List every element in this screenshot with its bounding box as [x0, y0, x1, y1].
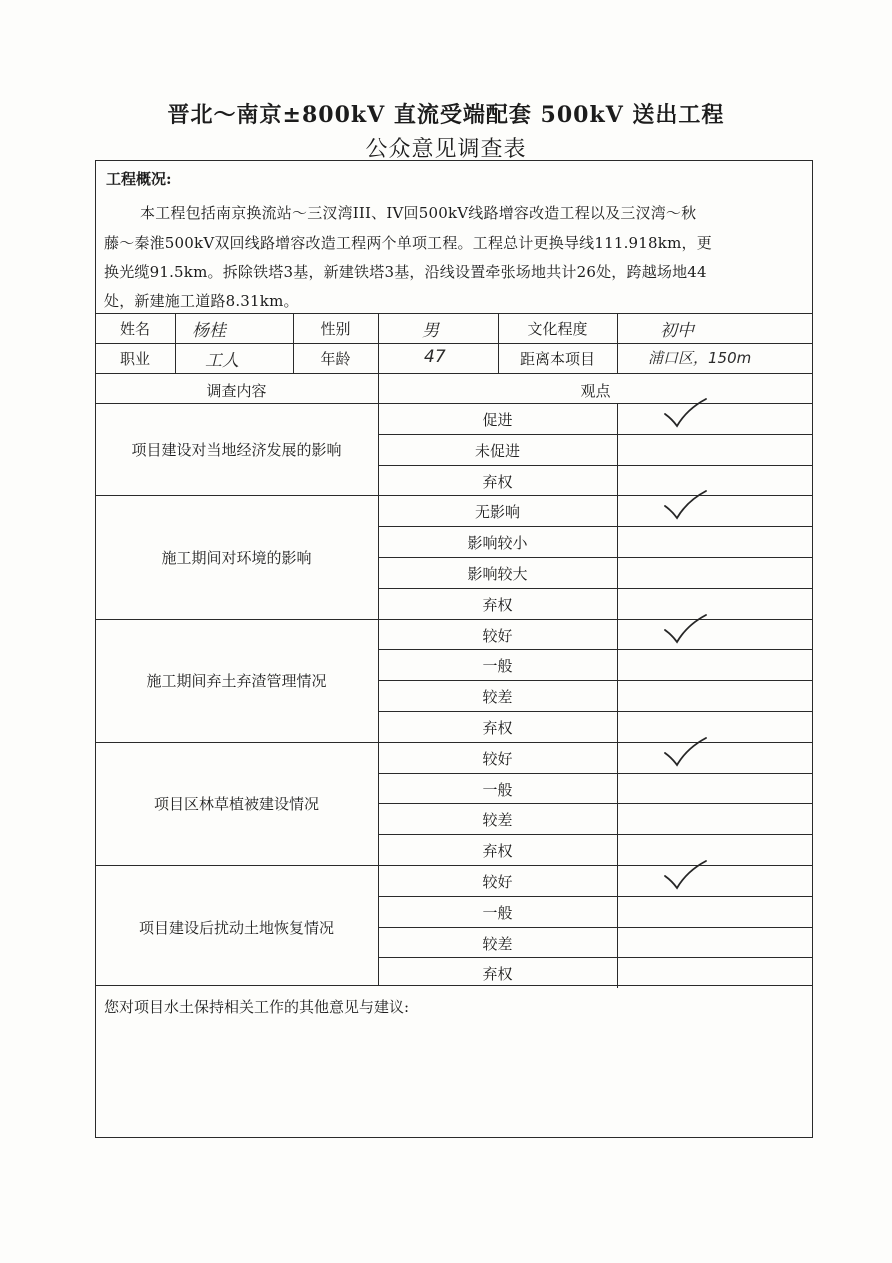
survey-topic: 项目建设后扰动土地恢复情况	[138, 918, 334, 937]
distance-value: 浦口区，150m	[648, 349, 752, 367]
divider	[95, 313, 813, 314]
age-label: 年龄	[320, 350, 351, 368]
divider	[617, 403, 618, 495]
divider	[378, 680, 813, 681]
age-value: 47	[424, 347, 446, 367]
education-value: 初中	[660, 321, 694, 341]
survey-option: 一般	[482, 657, 513, 676]
overview-label: 工程概况:	[106, 170, 172, 188]
divider	[378, 834, 813, 835]
education-label: 文化程度	[527, 320, 588, 338]
name-label: 姓名	[119, 320, 150, 338]
document-title: 晋北～南京±800kV 直流受端配套 500kV 送出工程	[167, 102, 725, 128]
overview-line-3: 换光缆91.5km。拆除铁塔3基，新建铁塔3基，沿线设置牵张场地共计26处，跨越场地44	[104, 263, 707, 281]
check-mark-icon	[662, 397, 708, 429]
survey-option: 弃权	[482, 842, 513, 861]
divider	[378, 526, 813, 527]
survey-option: 一般	[482, 903, 513, 922]
survey-option: 较好	[482, 749, 513, 768]
survey-option: 较好	[482, 873, 513, 891]
divider	[378, 588, 813, 589]
divider	[378, 711, 813, 712]
survey-option: 影响较大	[467, 565, 528, 583]
survey-option: 弃权	[482, 965, 513, 984]
divider	[378, 773, 813, 774]
divider	[378, 465, 813, 466]
survey-option: 较差	[482, 811, 513, 830]
suggestion-label: 您对项目水土保持相关工作的其他意见与建议:	[104, 998, 410, 1016]
check-mark-icon	[662, 859, 708, 891]
check-mark-icon	[662, 736, 708, 768]
survey-topic: 施工期间对环境的影响	[161, 549, 312, 567]
survey-option: 无影响	[474, 503, 520, 522]
survey-topic: 项目区林草植被建设情况	[153, 795, 319, 814]
divider	[95, 985, 813, 986]
survey-option: 一般	[482, 780, 513, 799]
survey-option: 较差	[482, 688, 513, 707]
divider	[617, 313, 618, 373]
survey-option: 弃权	[482, 472, 513, 491]
gender-value: 男	[422, 321, 439, 341]
survey-option: 未促进	[474, 441, 520, 460]
divider	[378, 649, 813, 650]
divider	[378, 434, 813, 435]
document-subtitle: 公众意见调查表	[365, 137, 527, 162]
divider	[378, 957, 813, 958]
survey-option: 较差	[482, 934, 513, 953]
divider	[175, 313, 176, 373]
check-mark-icon	[662, 613, 708, 645]
overview-line-2: 藤～秦淮500kV双回线路增容改造工程两个单项工程。工程总计更换导线111.918km，更	[104, 234, 712, 252]
distance-label: 距离本项目	[519, 350, 595, 368]
opinion-header: 观点	[580, 382, 611, 400]
divider	[378, 927, 813, 928]
survey-option: 弃权	[482, 595, 513, 614]
survey-topic: 项目建设对当地经济发展的影响	[131, 441, 342, 460]
survey-option: 促进	[482, 411, 513, 429]
divider	[95, 343, 813, 344]
name-value: 杨桂	[192, 321, 226, 341]
overview-line-4: 处，新建施工道路8.31km。	[104, 292, 299, 310]
survey-topic: 施工期间弃土弃渣管理情况	[146, 672, 327, 691]
occupation-label: 职业	[119, 350, 150, 368]
occupation-value: 工人	[205, 351, 239, 371]
divider	[378, 803, 813, 804]
divider	[378, 557, 813, 558]
overview-line-1: 本工程包括南京换流站～三汊湾III、IV回500kV线路增容改造工程以及三汊湾～秋	[140, 204, 697, 222]
check-mark-icon	[662, 489, 708, 521]
divider	[378, 313, 379, 373]
survey-option: 弃权	[482, 719, 513, 737]
content-header: 调查内容	[206, 382, 267, 400]
divider	[95, 373, 813, 374]
gender-label: 性别	[320, 320, 351, 338]
divider	[378, 896, 813, 897]
survey-option: 较好	[482, 626, 513, 645]
survey-option: 影响较小	[467, 534, 528, 553]
